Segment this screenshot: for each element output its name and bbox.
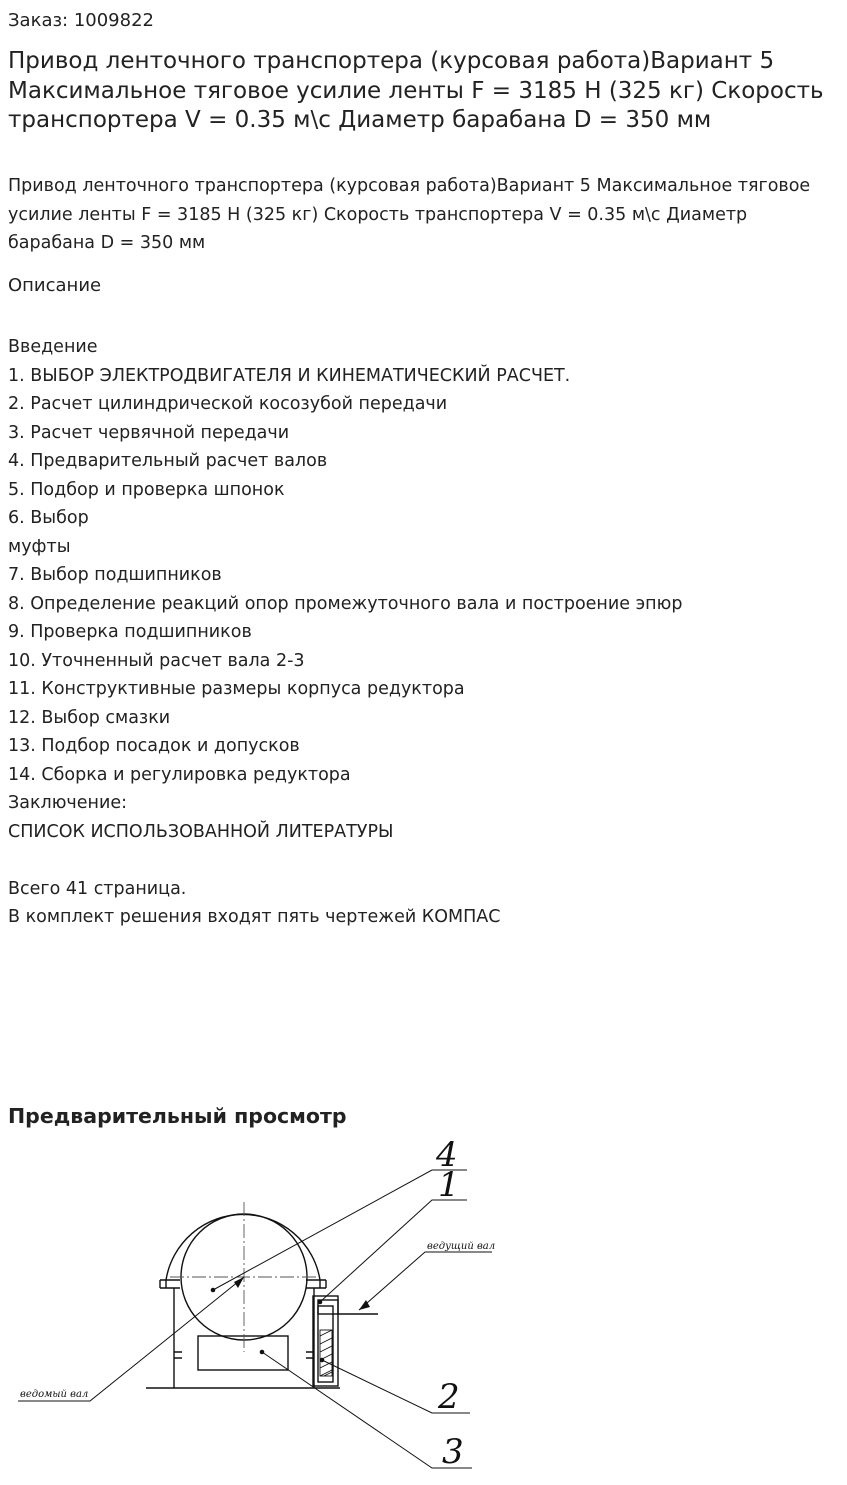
contents-item: 13. Подбор посадок и допусков [8,736,300,756]
leader-dot [260,1350,265,1355]
callout-1: 1 [438,1165,460,1205]
contents-item: 10. Уточненный расчет вала 2-3 [8,650,305,671]
preview-drawing [0,1130,520,1475]
contents-item: 14. Сборка и регулировка редуктора [8,764,351,785]
preview-heading: Предварительный просмотр [8,1104,347,1128]
contents-item: 11. Конструктивные размеры корпуса редуктора [8,679,465,699]
drawings-note: В комплект решения входят пять чертежей КОМПАС [8,907,501,927]
page-title: Привод ленточного транспортера (курсовая работа)Вариант 5 Максимальное тяговое усилие ленты F = 3185 H (325 кг) Скорость транспортера V = 0.35 м\с Диаметр барабана D = 350 мм [8,48,824,133]
contents-conclusion: Заключение: [8,793,128,813]
contents-item: 12. Выбор смазки [8,707,171,728]
contents-item: 5. Подбор и проверка шпонок [8,479,285,500]
contents-item: 9. Проверка подшипников [8,622,252,642]
leader-driven [18,1277,244,1401]
contents-references: СПИСОК ИСПОЛЬЗОВАННОЙ ЛИТЕРАТУРЫ [8,821,394,842]
leader-dot [320,1358,325,1363]
housing-flange [306,1280,326,1288]
hatched-insert [320,1330,332,1376]
contents-item: 1. ВЫБОР ЭЛЕКТРОДВИГАТЕЛЯ И КИНЕМАТИЧЕСКИЙ РАСЧЕТ. [8,365,571,386]
leader-driving [359,1252,492,1310]
contents-item: 8. Определение реакций опор промежуточного вала и построение эпюр [8,593,683,614]
driving-shaft-label: ведущий вал [427,1241,496,1252]
contents-item: муфты [8,536,71,557]
leader-4 [213,1170,467,1290]
description-contents [8,333,838,932]
worm-block [198,1336,288,1370]
summary-text: Привод ленточного транспортера (курсовая работа)Вариант 5 Максимальное тяговое усилие ленты F = 3185 H (325 кг) Скорость транспортера V = 0.35 м\с Диаметр барабана D = 350 мм [8,176,811,253]
contents-item: 4. Предварительный расчет валов [8,451,328,471]
contents-item: 6. Выбор [8,508,89,528]
driven-shaft-label: ведомый вал [20,1389,89,1400]
leader-arrow [234,1277,244,1288]
leader-dot [211,1288,216,1293]
leader-dot [318,1300,323,1305]
callout-2: 2 [438,1377,460,1417]
callout-4: 4 [436,1135,458,1175]
order-number: Заказ: 1009822 [8,10,154,31]
callout-3: 3 [442,1432,464,1472]
pages-note: Всего 41 страница. [8,878,187,899]
spacer [8,846,838,875]
contents-item: 3. Расчет червячной передачи [8,422,290,443]
housing-step [174,1352,314,1358]
contents-intro: Введение [8,337,98,357]
contents-item: 7. Выбор подшипников [8,565,222,585]
housing-flange [160,1280,180,1288]
description-heading: Описание [8,275,102,296]
contents-item: 2. Расчет цилиндрической косозубой передачи [8,394,448,414]
